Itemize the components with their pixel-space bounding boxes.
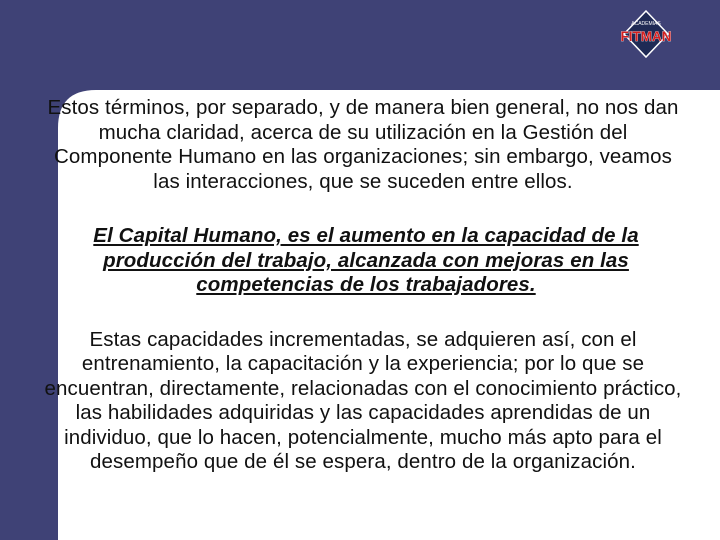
logo-top-text: ACADEMIAS bbox=[631, 21, 661, 27]
definition-paragraph: El Capital Humano, es el aumento en la capacidad de la producción del trabajo, alcanzada con mejoras en las competencias de los trabajadores. bbox=[93, 224, 639, 296]
intro-paragraph: Estos términos, por separado, y de manera bien general, no nos dan mucha claridad, acerca de su utilización en la Gestión del Componente Humano en las organizaciones; sin embargo, veamos las interacciones, que se suceden entre ellos. bbox=[47, 96, 679, 193]
slide-content bbox=[38, 96, 688, 475]
academias-fitman-logo bbox=[606, 10, 686, 62]
logo-brand-text: FITMAN bbox=[620, 29, 672, 44]
explanation-paragraph: Estas capacidades incrementadas, se adquieren así, con el entrenamiento, la capacitación y la experiencia; por lo que se encuentran, directamente, relacionadas con el conocimiento práctico, las habilidades adquiridas y las capacidades aprendidas de un individuo, que lo hacen, potencialmente, mucho más apto para el desempeño que de él se espera, dentro de la organización. bbox=[44, 327, 682, 473]
